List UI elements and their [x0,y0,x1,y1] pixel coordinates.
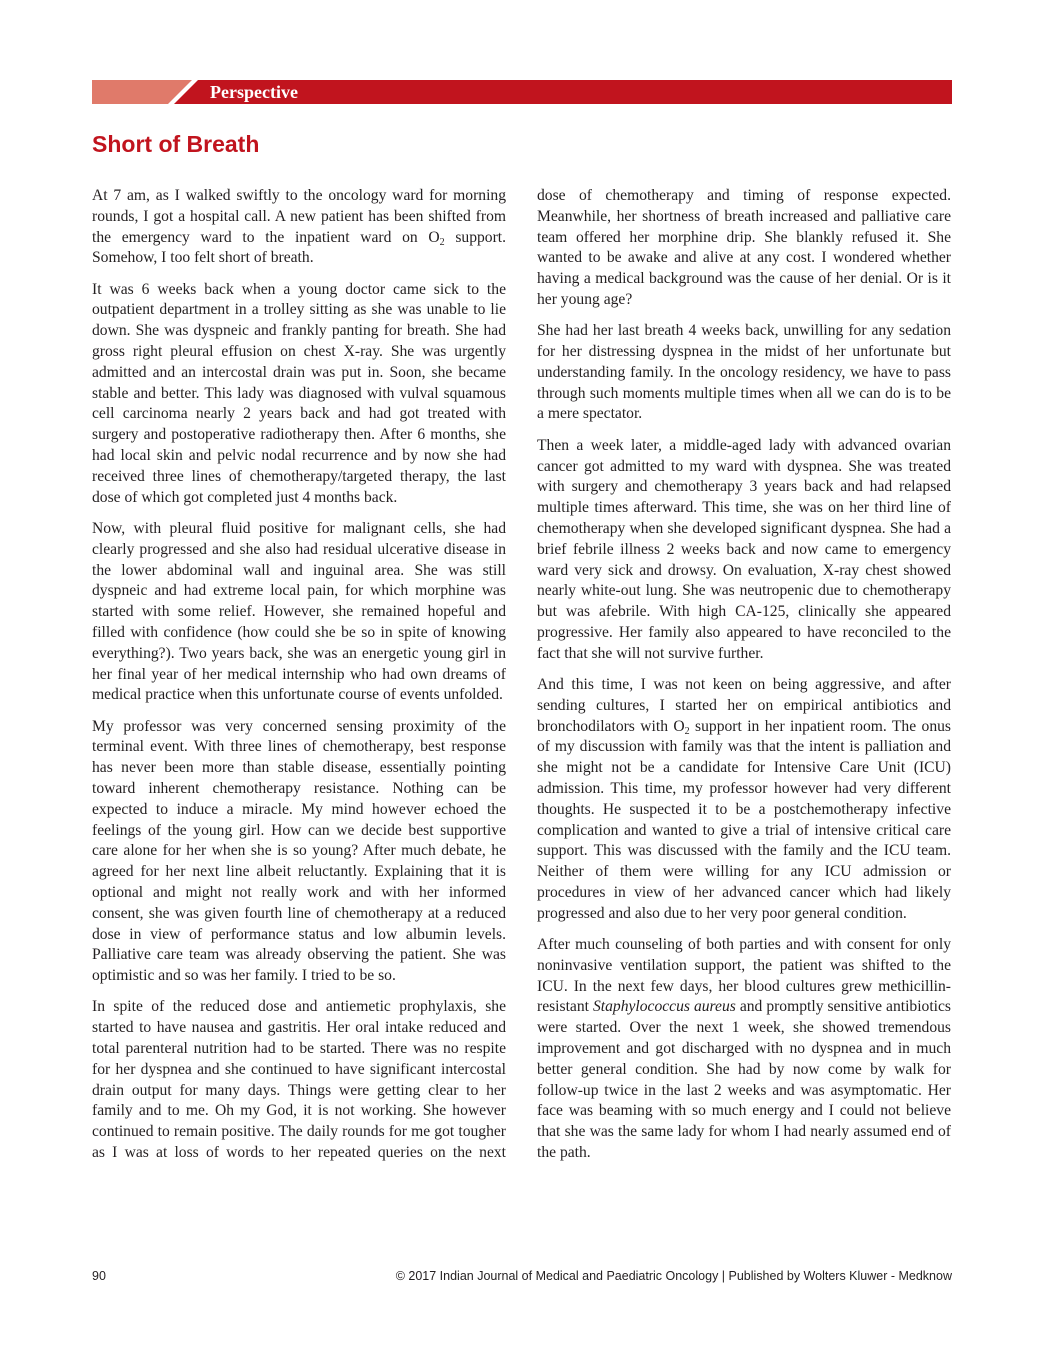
left-column [92,186,506,1174]
paragraph-4: My professor was very concerned sensing proximity of the terminal event. With three lines of chemotherapy, best response has never been more than stable disease, essentially pointing toward inherent chemotherapy resistance. Nothing can be expected to induce a miracle. My mind however echoed the feelings of the young girl. How can we decide best supportive care alone for her when she is so young? After much debate, he agreed for her next line albeit reluctantly. Explaining that it is optional and might not really work and with her informed consent, she was given fourth line of chemotherapy at a reduced dose in view of performance status and low albumin levels. Palliative care team was already observing the patient. She was optimistic and so was her family. I tried to be so. [92,717,506,985]
section-label: Perspective [210,82,298,102]
page-number: 90 [92,1269,106,1283]
paragraph-8: Then a week later, a middle-aged lady with advanced ovarian cancer got admitted to my ward with dyspnea. She was treated with surgery and chemotherapy 3 years back and had relapsed multiple times afterward. This time, she was on her third line of chemotherapy when she developed significant dyspnea. She had a brief febrile illness 2 weeks back and now came to emergency ward very sick and drowsy. On evaluation, X-ray chest showed nearly white-out lung. She was neutropenic due to chemotherapy but was afebrile. With high CA-125, clinically she appeared progressive. Her family also appeared to have reconciled to the fact that she will not survive further. [537,436,951,662]
paragraph-7: She had her last breath 4 weeks back, unwilling for any sedation for her distressing dyspnea in the midst of her unfortunate but understanding family. In the oncology residency, we have to pass through such moments multiple times when all we can do is to be a mere spectator. [537,322,951,423]
paragraph-6: dose of chemotherapy and timing of response expected. Meanwhile, her shortness of breath increased and palliative care team offered her morphine drip. She blankly refused it. She wanted to be awake and alive at any cost. I wondered whether having a medical background was the cause of her denial. Or is it her young age? [537,187,951,308]
paragraph-9: And this time, I was not keen on being aggressive, and after sending cultures, I started her on empirical antibiotics and bronchodilators with $O_2$ support in her inpatient room. The onus of my discussion with family was that the intent is palliation and she might not be a candidate for Intensive Care Unit (ICU) admission. This time, my professor however had very different thoughts. He suspected it to be a postchemotherapy infective complication and wanted to give a trial of intensive critical care support. This was discussed with the family and the ICU team. Neither of them were willing for any ICU admission or procedures in view of her advanced cancer which had likely progressed and also due to her very poor general condition. [537,676,951,922]
paragraph-2: It was 6 weeks back when a young doctor came sick to the outpatient department in a trolley sitting as she was unable to lie down. She was dyspneic and frankly panting for breath. She had gross right pleural effusion on chest X-ray. She was urgently admitted and an intercostal drain was put in. Soon, she became stable and better. This lady was diagnosed with vulval squamous cell carcinoma nearly 2 years back and had got treated with surgery and postoperative radiotherapy then. After 6 months, she had local skin and pelvic nodal recurrence and by now she had received three lines of chemotherapy/targeted therapy, the last dose of which got completed just 4 months back. [92,280,506,506]
article-title: Short of Breath [92,131,260,157]
paragraph-1: At 7 am, as I walked swiftly to the oncology ward for morning rounds, I got a hospital call. A new patient has been shifted from the emergency ward to the inpatient ward on $O_2$ support. Somehow, I too felt short of breath. [92,187,507,267]
paragraph-5: In spite of the reduced dose and antiemetic prophylaxis, she started to have nausea and gastritis. Her oral intake reduced and total parenteral nutrition had to be started. There was no respite for her dyspnea and she continued to have significant intercostal drain output for many days. Things were getting clear to her family and to me. Oh my God, it is not working. She however continued to remain positive. The daily rounds for me got tougher as I was at loss of words to her repeated queries on the next [92,998,506,1162]
copyright-notice: © 2017 Indian Journal of Medical and Paediatric Oncology | Published by Wolters Kluwer - Medknow [395,1269,952,1283]
species-name: Staphylococcus aureus [592,998,736,1016]
paragraph-10: After much counseling of both parties and with consent for only noninvasive ventilation support, the patient was shifted to the ICU. In the next few days, her blood cultures grew methicillin-resistant Staphylococcus aureus and promptly sensitive antibiotics were started. Over the next 1 week, she showed tremendous improvement and got discharged with no dyspnea and in much better general condition. She had by now come by walk for follow-up twice in the last 2 weeks and was asymptomatic. Her face was beaming with so much energy and I could not believe that she was the same lady for whom I had nearly assumed end of the path. [537,936,951,1162]
right-column [537,186,951,1174]
paragraph-3: Now, with pleural fluid positive for malignant cells, she had clearly progressed and she also had residual ulcerative disease in the lower abdominal wall and inguinal area. She was still dyspneic and had extreme local pain, for which morphine was started with some relief. However, she remained hopeful and filled with confidence (how could she be so in spite of knowing everything?). Two years back, she was an energetic young girl in her final year of her medical internship who had own dreams of medical practice when this unfortunate course of events unfolded. [92,519,506,704]
section-banner [92,80,952,104]
